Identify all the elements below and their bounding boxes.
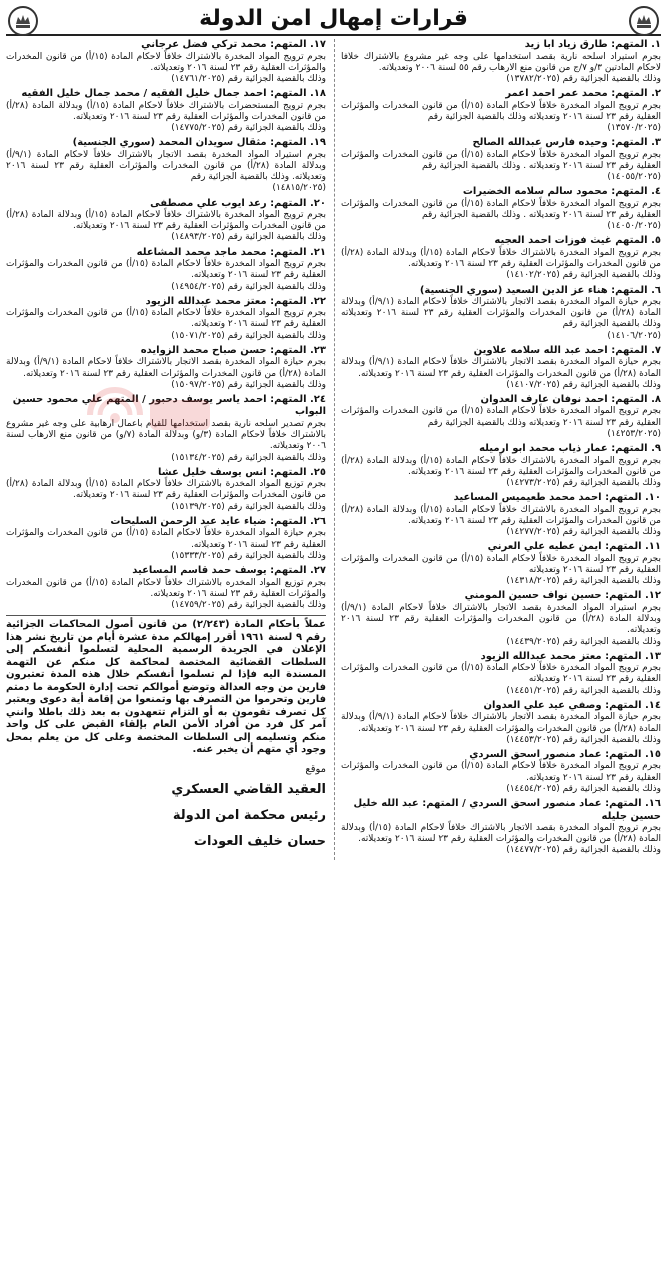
page-title: قرارات إمهال امن الدولة [199, 6, 468, 31]
case-number: وذلك بالقضية الجزائية رقم (١٤٨٩٣/٢٠٢٥) [171, 232, 326, 243]
case-number: (١٤٨١٥/٢٠٢٥) [272, 183, 326, 194]
case-entry [341, 186, 661, 232]
case-number: وذلك بالقضية الجزائية رقم (١٣٧٨٢/٢٠٢٥) [506, 73, 661, 84]
case-number: وذلك بالقضية الجزائية رقم (١٤١٠٧/٢٠٢٥) [506, 379, 661, 390]
case-number: وذلك بالقضية الجزائية رقم (١٤٣١٨/٢٠٢٥) [506, 576, 661, 587]
case-entry [6, 88, 326, 134]
accused-name: ٢٧. المتهم: يوسف حمد قاسم المساعيد [132, 565, 326, 576]
charge-text: بجرم حيازة المواد المخدرة بقصد الاتجار بالاشتراك خلافاً لاحكام المادة (٩/١/أ) وبدلالة المادة (٢٨/أ) من قانون المخدرات والمؤثرات العقلية رقم ٢٣ لسنة ٢٠١٦ وتعديلاته وذلك بالقضية الجزائية رقم [341, 297, 661, 330]
case-number: وذلك بالقضية الجزائية رقم (١٤٤٥٤/٢٠٢٥) [506, 783, 661, 794]
accused-name: ١٩. المتهم: مثقال سويدان المحمد (سوري الجنسية) [72, 137, 326, 149]
header [6, 4, 661, 36]
state-emblem-right [629, 6, 659, 36]
crown-icon [10, 8, 36, 34]
case-number: وذلك بالقضية الجزائية رقم (١٥١٣٩/٢٠٢٥) [171, 501, 326, 512]
case-entry [6, 345, 326, 391]
case-number: وذلك بالقضية الجزائية رقم (١٤٤٥١/٢٠٢٥) [506, 685, 661, 696]
charge-text: بجرم ترويج المواد المخدرة خلافاً لاحكام المادة (١٥/أ) من قانون المخدرات والمؤثرات العقلية رقم ٢٣ لسنة ٢٠١٦ وتعديلاته. [341, 761, 661, 783]
case-number: (١٤١٠٦/٢٠٢٥) [607, 330, 661, 341]
accused-name: ٧. المتهم: احمد عبد الله سلامه علاوين [473, 344, 661, 356]
case-entry [6, 39, 326, 85]
case-entry [341, 394, 661, 440]
charge-text: بجرم ترويج المواد المخدرة بالاشتراك خلافاً لاحكام المادة (١٥/أ) من قانون المخدرات والمؤثرات العقلية رقم ٢٣ لسنة ٢٠١٦ وتعديلاته. [6, 51, 326, 73]
charge-text: بجرم ترويج المواد المخدرة بالاشتراك خلافاً لاحكام المادة (١٥/أ) وبدلالة المادة (٢٨/أ) من قانون المخدرات والمؤثرات العقلية رقم ٢٣ لسنة ٢٠١٦ وتعديلاته. [341, 247, 661, 270]
case-number: وذلك بالقضية الجزائية رقم (١٤٧٦١/٢٠٢٥) [171, 73, 326, 84]
accused-name: ٢. المتهم: محمد عمر احمد اعمر [505, 88, 661, 100]
charge-text: بجرم توزيع المواد المخدرة بالاشتراك خلافاً لاحكام المادة (١٥/أ) وبدلالة المادة (٢٨/أ) من قانون المخدرات والمؤثرات العقلية رقم ٢٣ لسنة ٢٠١٦ وتعديلاته. [6, 479, 326, 501]
accused-name: ١٨. المتهم: احمد جمال خليل الفقيه / محمد جمال خليل الفقيه [21, 88, 326, 100]
case-number: (١٣٥٧٠/٢٠٢٥) [607, 123, 661, 134]
case-entry [6, 565, 326, 611]
case-number: وذلك بالقضية الجزائية رقم (١٤٧٥٩/٢٠٢٥) [171, 599, 326, 610]
case-number: (١٤٠٥٠/٢٠٢٥) [607, 221, 661, 232]
charge-text: بجرم ترويج المواد المخدرة خلافاً لاحكام المادة (١٥/أ) من قانون المخدرات والمؤثرات العقلية رقم ٢٣ لسنة ٢٠١٦ وتعديلاته. [6, 259, 326, 281]
charge-text: بجرم ترويج المواد المخدرة خلافاً لاحكام المادة (١٥/أ) من قانون المخدرات والمؤثرات العقلية رقم ٢٣ لسنة ٢٠١٦ وتعديلاته [341, 663, 661, 685]
charge-text: بجرم استيراد المواد المخدرة بقصد الاتجار بالاشتراك خلافاً لاحكام المادة (٩/١/أ) وبدلالة المادة (٢٨/أ) من قانون المخدرات والمؤثرات العقلية رقم ٢٣ لسنة ٢٠١٦ وتعديلاته. [341, 602, 661, 636]
case-number: وذلك بالقضية الجزائية رقم (١٤٤٥٣/٢٠٢٥) [506, 734, 661, 745]
case-entry [341, 39, 661, 85]
accused-name: ١٣. المتهم: معتز محمد عبدالله الزيود [480, 650, 661, 662]
charge-text: بجرم ترويج المواد المخدرة خلافاً لاحكام المادة (١٥/أ) من قانون المخدرات والمؤثرات العقلية رقم ٢٣ لسنة ٢٠١٦ وتعديلاته وذلك بالقضية الجزائية رقم [341, 406, 661, 428]
case-entry [341, 443, 661, 489]
case-entry [341, 749, 661, 795]
case-entry [341, 590, 661, 647]
accused-name: ٨. المتهم: احمد نوفان عارف العدوان [480, 393, 661, 405]
case-entry [341, 137, 661, 183]
accused-name: ٦. المتهم: هناء عز الدين السعيد (سوري الجنسية) [419, 284, 661, 296]
signer-rank: العقيد القاضي العسكري [171, 781, 326, 797]
case-entry [341, 88, 661, 134]
charge-text: بجرم ترويج المواد المخدرة بالاشتراك خلافاً لاحكام المادة (١٥/أ) وبدلالة المادة (٢٨/أ) من قانون المخدرات والمؤثرات العقلية رقم ٢٣ لسنة ٢٠١٦ وتعديلاته. [341, 455, 661, 477]
accused-name: ٢٣. المتهم: حسن صباح محمد الزوايده [140, 344, 326, 356]
case-number: وذلك بالقضية الجزائية رقم (١٤٤٧٧/٢٠٢٥) [506, 845, 661, 856]
accused-name: ١٤. المتهم: وصفي عيد علي العدوان [483, 699, 661, 711]
accused-name: ٥. المتهم غيث فوزات احمد العجيه [494, 235, 661, 247]
charge-text: بجرم حيازة المواد المخدرة بقصد الاتجار بالاشتراك خلافاً لاحكام المادة (٩/١/أ) وبدلالة المادة (٢٨/أ) من قانون المخدرات والمؤثرات العقلية رقم ٢٣ لسنة ٢٠١٦ وتعديلاته. [6, 357, 326, 379]
accused-name: ٩. المتهم: عمار ذياب محمد ابو ارميله [479, 443, 661, 455]
case-number: وذلك بالقضية الجزائية رقم (١٥١٣٤/٢٠٢٥) [171, 452, 326, 463]
crown-icon [631, 8, 657, 34]
case-number: وذلك بالقضية الجزائية رقم (١٤٢٧٣/٢٠٢٥) [506, 477, 661, 488]
accused-name: ٣. المتهم: وحيده فارس عبدالله الصالح [472, 137, 661, 149]
case-entry [341, 700, 661, 746]
charge-text: بجرم ترويج المواد المخدرة خلافاً لاحكام المادة (١٥/أ) من قانون المخدرات والمؤثرات العقلية رقم ٢٣ لسنة ٢٠١٦ وتعديلاته . وذلك بالقضية الجزائية رقم [341, 198, 661, 221]
charge-text: بجرم ترويج المواد المخدرة خلافاً لاحكام المادة (١٥/أ) من قانون المخدرات والمؤثرات العقلية رقم ٢٣ لسنة ٢٠١٦ وتعديلاته . وذلك بالقضية الجزائية رقم [341, 149, 661, 171]
case-number: وذلك بالقضية الجزائية رقم (١٤١٠٢/٢٠٢٥) [506, 270, 661, 281]
case-number: وذلك بالقضية الجزائية رقم (١٤٢٧٧/٢٠٢٥) [506, 527, 661, 538]
charge-text: بجرم تصدير اسلحه نارية بقصد استخدامها للقيام باعمال ارهابية على وجه غير مشروع بالاشتراك خلافاً لاحكام المادة (٣/و) وبدلالة المادة (٧/و) من قانون منع الارهاب لسنة ٢٠٠٦ وتعديلاته. [6, 418, 326, 452]
case-entry [341, 285, 661, 342]
accused-name: ١٥. المتهم: عماد منصور اسحق السردي [469, 748, 661, 760]
case-number: وذلك بالقضية الجزائية رقم (١٤٤٣٩/٢٠٢٥) [506, 636, 661, 647]
case-entry [341, 798, 661, 857]
case-entry [6, 516, 326, 562]
accused-name: ٢١. المتهم: محمد ماجد محمد المشاعله [136, 246, 326, 258]
case-entry [6, 247, 326, 293]
right-column [334, 39, 661, 860]
case-number: وذلك بالقضية الجزائية رقم (١٥٠٩٧/٢٠٢٥) [171, 379, 326, 390]
charge-text: بجرم حيازة المواد المخدرة بقصد الاتجار بالاشتراك خلافاً لاحكام المادة (٩/١/أ) وبدلالة المادة (٢٨/أ) من قانون المخدرات والمؤثرات العقلية رقم ٢٣ لسنة ٢٠١٦ وتعديلاته. [341, 357, 661, 379]
signer-position: رئيس محكمة امن الدولة [172, 807, 326, 823]
case-entry [341, 651, 661, 697]
case-entry [6, 467, 326, 513]
case-number: (١٤٠٥٥/٢٠٢٥) [607, 172, 661, 183]
accused-name: ٢٦. المتهم: ضياء عايد عبد الرحمن السليحات [110, 515, 326, 527]
case-number: (١٤٢٥٣/٢٠٢٥) [607, 428, 661, 439]
case-number: وذلك بالقضية الجزائية رقم (١٤٧٧٥/٢٠٢٥) [171, 123, 326, 134]
charge-text: بجرم ترويج المواد المخدرة بالاشتراك خلافاً لاحكام المادة (١٥/أ) وبدلالة المادة (٢٨/أ) من قانون المخدرات والمؤثرات العقلية رقم ٢٣ لسنة ٢٠١٦ وتعديلاته. [6, 210, 326, 232]
accused-name: ١٠. المتهم: احمد محمد طعيميس المساعيد [453, 492, 661, 504]
case-entry [341, 235, 661, 281]
state-emblem-left [8, 6, 38, 36]
accused-name: ١٦. المتهم: عماد منصور اسحق السردي / المتهم: عبد الله خليل حسين جليله [353, 798, 661, 822]
signature-block [6, 763, 326, 855]
case-entry [341, 492, 661, 538]
charge-text: بجرم ترويج المواد المخدرة خلافاً لاحكام المادة (١٥/أ) من قانون المخدرات والمؤثرات العقلية رقم ٢٣ لسنة ٢٠١٦ وتعديلاته [341, 553, 661, 575]
accused-name: ١١. المتهم: ايمن عطيه علي العرني [487, 541, 661, 553]
signed-label: موقع [305, 763, 326, 775]
case-entry [341, 541, 661, 587]
closing-notice: عملاً بأحكام المادة (٢/٢٤٣) من قانون أصول المحاكمات الجزائية رقم ٩ لسنة ١٩٦١ أقرر إمهالكم مدة عشرة أيام من تاريخ نشر هذا الإعلان في الجريدة الرسمية المحلية لتسلموا أنفسكم إلى السلطات القضائية المختصة لمحاكمة كل منكم عن التهمة المسندة اليه فإذا لم تسلموا أنفسكم خلال هذه المدة تعتبرون فارين من وجه العدالة وتوضع أموالكم تحت إدارة الحكومة ما دمتم فارين وتحرموا من التصرف بها وتمنعوا من إقامة أية دعوى ويعتبر كل تصرف تقومون به أو التزام تتعهدون به بعد ذلك باطلا وانني آمر كل فرد من أفراد الأمن العام بإلقاء القبض على كل واحد منكم وتسليمه إلى السلطات المختصة وعلى كل من يعلم بمحل وجود أي متهم أن يخبر عنه. [6, 615, 326, 757]
accused-name: ١. المتهم: طارق زياد ابا زيد [524, 39, 661, 50]
charge-text: بجرم ترويج المواد المخدرة خلافاً لاحكام المادة (١٥/أ) من قانون المخدرات والمؤثرات العقلية رقم ٢٣ لسنة ٢٠١٦ وتعديلاته وذلك بالقضية الجزائية رقم [341, 100, 661, 122]
case-entry [6, 198, 326, 244]
accused-name: ٤. المتهم: محمود سالم سلامه الخضيرات [462, 186, 661, 198]
case-entry [6, 296, 326, 342]
case-number: وذلك بالقضية الجزائية رقم (١٥٠٧١/٢٠٢٥) [171, 330, 326, 341]
charge-text: بجرم ترويج المستحضرات بالاشتراك خلافاً لاحكام المادة (١٥/أ) وبدلالة المادة (٢٨/أ) من قانون المخدرات والمؤثرات العقلية رقم ٢٣ لسنة ٢٠١٦ وتعديلاته. [6, 100, 326, 122]
charge-text: بجرم حيازة المواد المخدرة بقصد الاتجار بالاشتراك خلافاً لاحكام المادة (٩/١/أ) وبدلالة المادة (٢٨/أ) من قانون المخدرات والمؤثرات العقلية رقم ٢٣ لسنة ٢٠١٦ وتعديلاته. [341, 712, 661, 734]
left-column [6, 39, 326, 860]
case-number: وذلك بالقضية الجزائية رقم (١٥٣٣٣/٢٠٢٥) [171, 550, 326, 561]
case-entry [341, 345, 661, 391]
case-entry [6, 137, 326, 194]
accused-name: ٢٤. المتهم: احمد ياسر يوسف دحبور / المتهم علي محمود حسين البواب [12, 393, 326, 418]
charge-text: بجرم حيازة المواد المخدرة خلافاً لاحكام المادة (١٥/أ) من قانون المخدرات والمؤثرات العقلية رقم ٢٣ لسنة ٢٠١٦ وتعديلاته. [6, 528, 326, 550]
case-number: وذلك بالقضية الجزائية رقم (١٤٩٥٤/٢٠٢٥) [171, 281, 326, 292]
charge-text: بجرم توزيع المواد المخدره بالاشتراك خلافاً لاحكام المادة (١٥/أ) من قانون المخدرات والمؤثرات العقلية رقم ٢٣ لسنة ٢٠١٦ وتعديلاته. [6, 577, 327, 599]
accused-name: ١٧. المتهم: محمد تركي فضل عرجاني [141, 39, 326, 50]
case-entry [6, 394, 326, 464]
accused-name: ١٢. المتهم: حسين نواف حسين المومني [464, 590, 661, 602]
accused-name: ٢٠. المتهم: رعد ايوب علي مصطفى [150, 197, 326, 209]
charge-text: بجرم استيراد المواد المخدرة بقصد الاتجار بالاشتراك خلافاً لاحكام المادة (٩/١/أ) وبدلالة المادة (٢٨/أ) من قانون المخدرات والمؤثرات العقلية رقم ٢٣ لسنة ٢٠١٦ وتعديلاته. وذلك بالقضية الجزائية رقم [6, 149, 326, 183]
charge-text: بجرم ترويج المواد المخدرة خلافاً لاحكام المادة (١٥/أ) من قانون المخدرات والمؤثرات العقلية رقم ٢٣ لسنة ٢٠١٦ وتعديلاته. [6, 308, 326, 330]
charge-text: بجرم استيراد اسلحه نارية بقصد استخدامها على وجه غير مشروع بالاشتراك خلافا لاحكام المادتين ٣/و ٧/ج من قانون منع الارهاب رقم ٥٥ لسنة ٢٠٠٦ وتعديلاته. [341, 51, 661, 73]
accused-name: ٢٥. المتهم: انس يوسف خليل عشا [158, 466, 326, 478]
signer-name: حسان خليف العودات [193, 833, 326, 849]
charge-text: بجرم ترويج المواد المخدرة بقصد الاتجار بالاشتراك خلافاً لاحكام المادة (١٥/أ) وبدلالة المادة (٢٨/أ) من قانون المخدرات والمؤثرات العقلية رقم ٢٣ لسنة ٢٠١٦ وتعديلاته. [341, 823, 662, 845]
accused-name: ٢٢. المتهم: معتز محمد عبدالله الزيود [145, 295, 326, 307]
charge-text: بجرم ترويج المواد المخدرة بالاشتراك خلافاً لاحكام المادة (١٥/أ) وبدلالة المادة (٢٨/أ) من قانون المخدرات والمؤثرات العقلية رقم ٢٣ لسنة ٢٠١٦ وتعديلاته. [341, 504, 661, 526]
